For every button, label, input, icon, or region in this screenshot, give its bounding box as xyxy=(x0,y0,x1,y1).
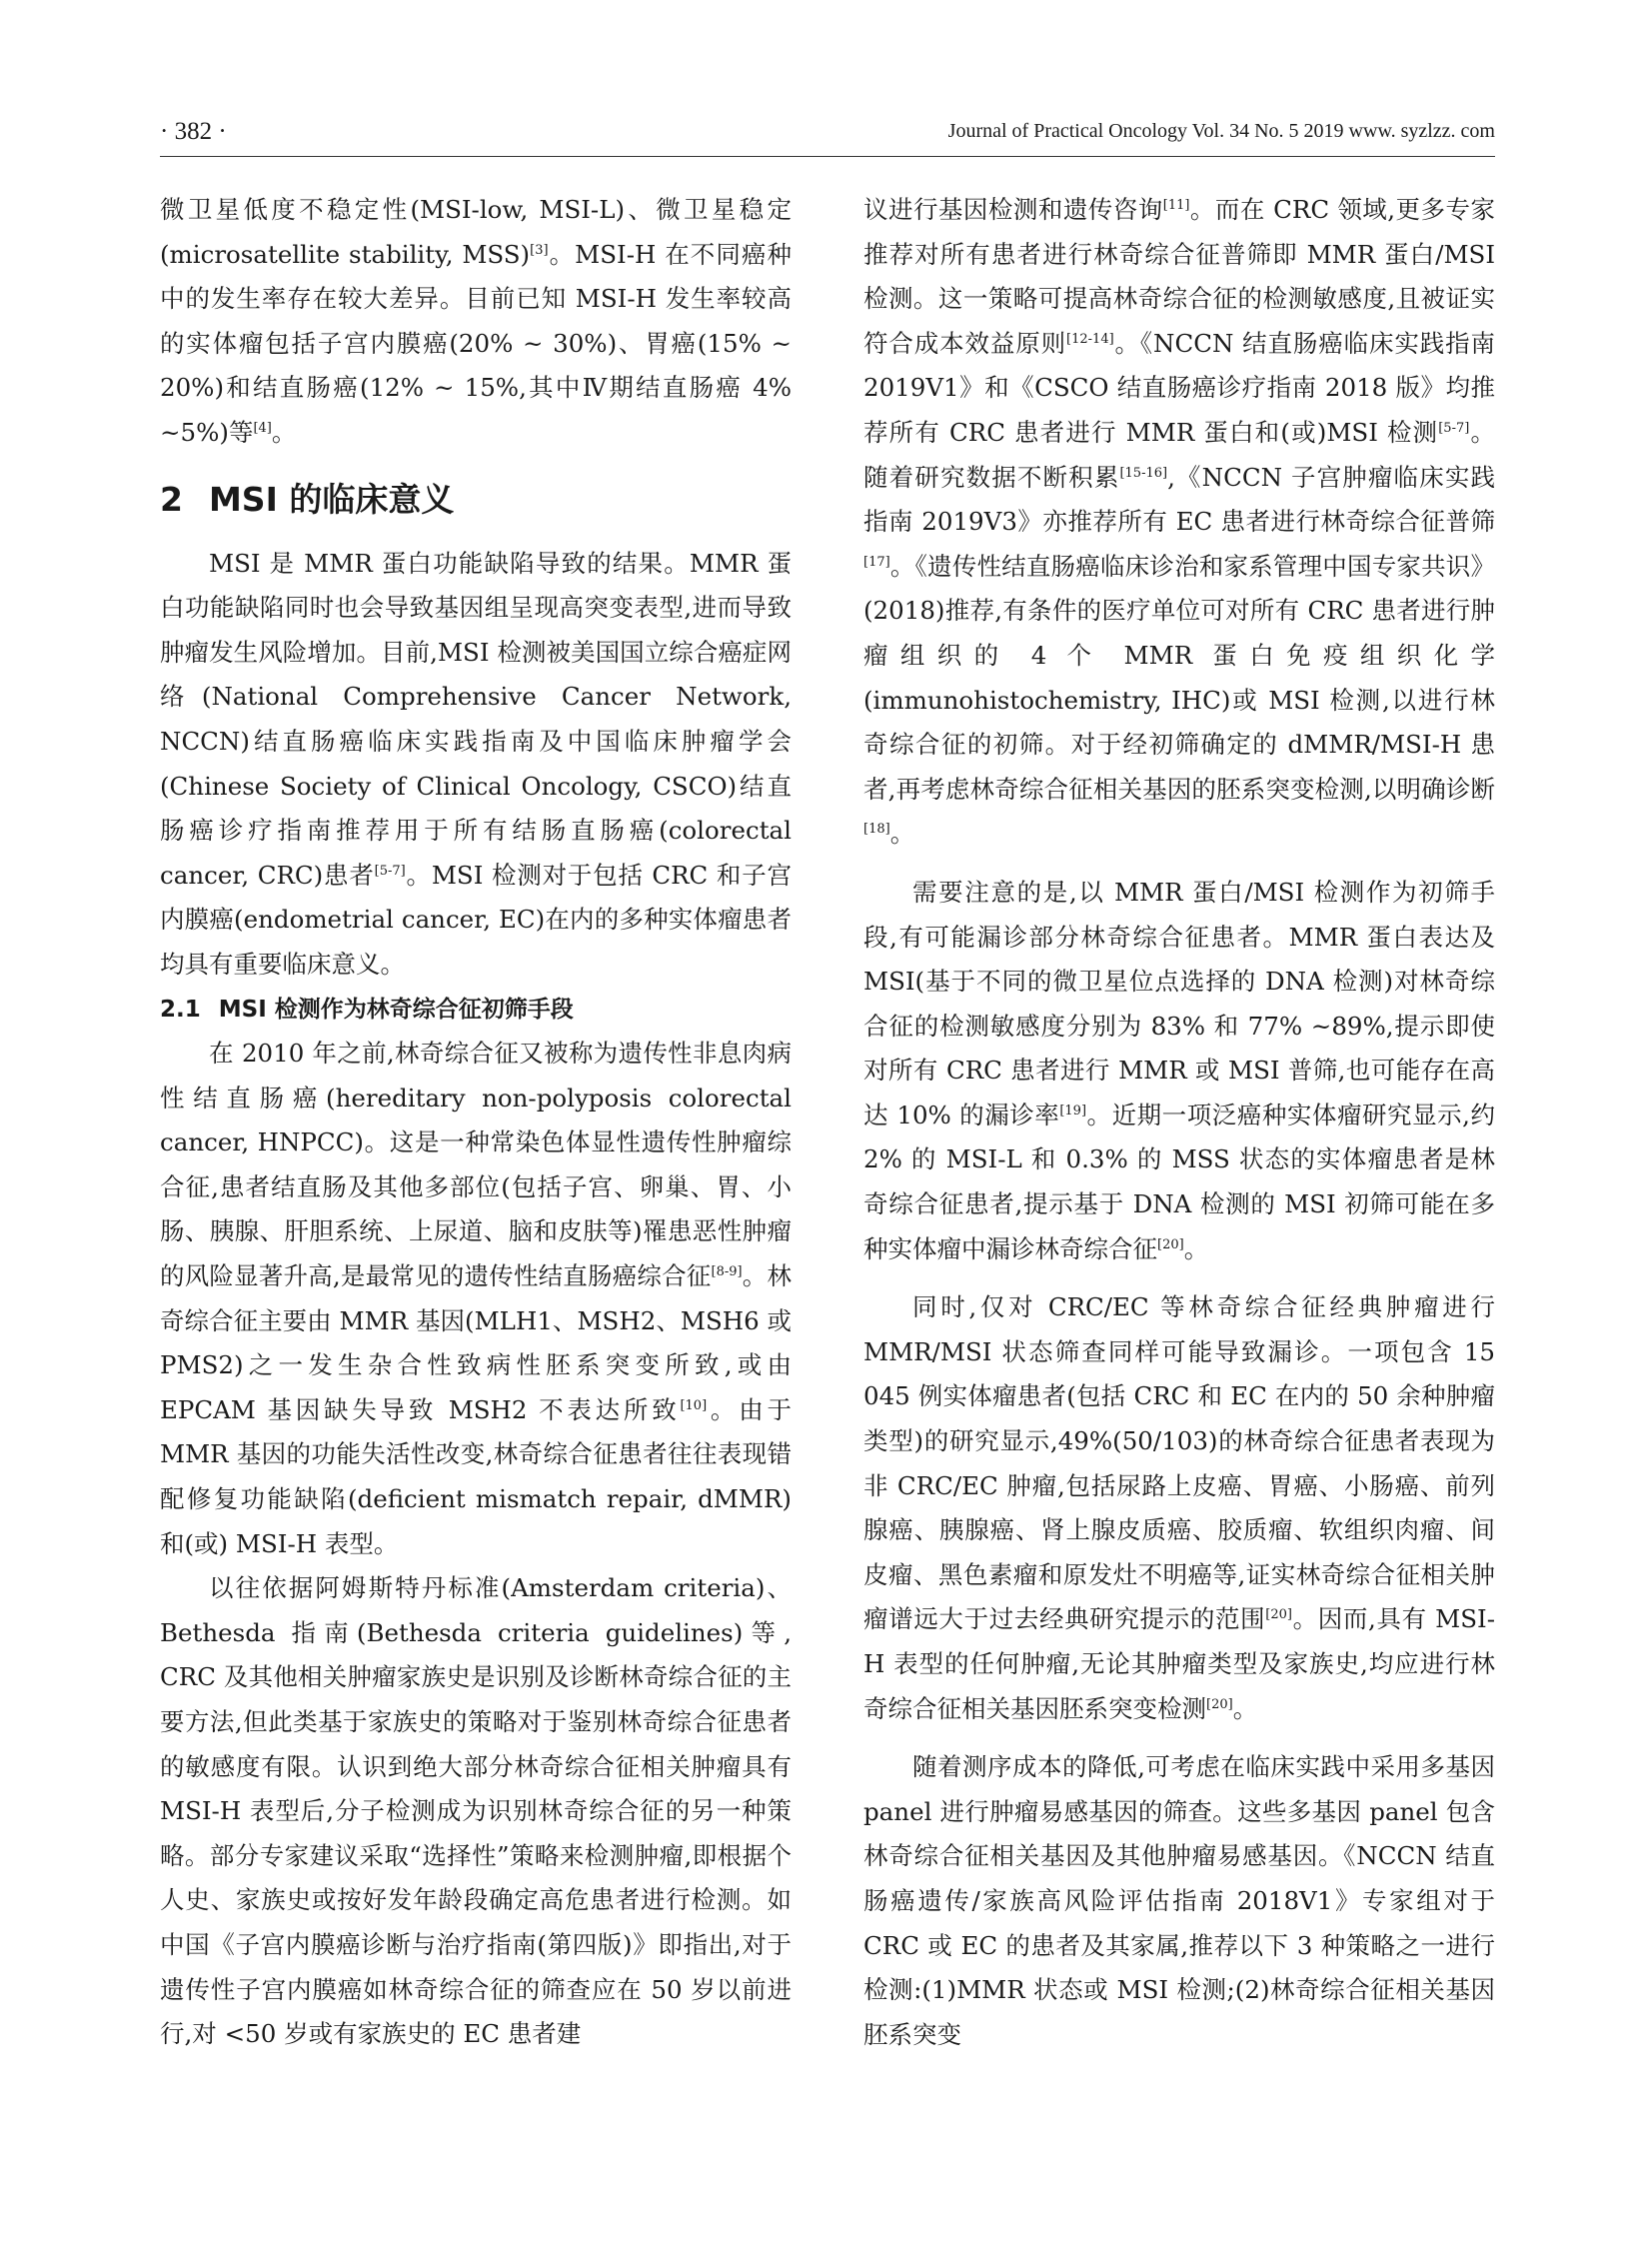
header-rule xyxy=(160,156,1495,157)
paragraph: 需要注意的是,以 MMR 蛋白/MSI 检测作为初筛手段,有可能漏诊部分林奇综合征患者。MMR 蛋白表达及 MSI(基于不同的微卫星位点选择的 DNA 检测)对林奇综合征的检测敏感度分别为 83% 和 77% ~89%,提示即使对所有 CRC 患者进行 MMR 或 MSI 普筛,也可能存在高达 10% 的漏诊率[19]。近期一项泛癌种实体瘤研究显示,约 2% 的 MSI-L 和 0.3% 的 MSS 状态的实体瘤患者是林奇综合征患者,提示基于 DNA 检测的 MSI 初筛可能在多种实体瘤中漏诊林奇综合征[20]。 xyxy=(863,877,1495,1263)
paragraph: 同时,仅对 CRC/EC 等林奇综合征经典肿瘤进行 MMR/MSI 状态筛查同样可能导致漏诊。一项包含 15 045 例实体瘤患者(包括 CRC 和 EC 在内的 50 余种肿瘤类型)的研究显示,49%(50/103)的林奇综合征患者表现为非 CRC/EC 肿瘤,包括尿路上皮癌、胃癌、小肠癌、前列腺癌、胰腺癌、肾上腺皮质癌、胶质瘤、软组织肉瘤、间皮瘤、黑色素瘤和原发灶不明癌等,证实林奇综合征相关肿瘤谱远大于过去经典研究提示的范围[20]。因而,具有 MSI-H 表型的任何肿瘤,无论其肿瘤类型及家族史,均应进行林奇综合征相关基因胚系突变检测[20]。 xyxy=(863,1292,1495,1723)
running-head: Journal of Practical Oncology Vol. 34 No. 5 2019 www. syzlzz. com xyxy=(947,120,1495,142)
section-heading: 2 MSI 的临床意义 xyxy=(160,479,455,519)
citation[interactable]: [3] xyxy=(530,242,549,258)
citation[interactable]: [20] xyxy=(1157,1236,1184,1252)
citation[interactable]: [4] xyxy=(253,420,272,436)
paragraph: 微卫星低度不稳定性(MSI-low, MSI-L)、微卫星稳定(microsatellite stability, MSS)[3]。MSI-H 在不同癌种中的发生率存在较大差异。目前已知 MSI-H 发生率较高的实体瘤包括子宫内膜癌(20% ~ 30%)、胃癌(15% ~ 20%)和结直肠癌(12% ~ 15%,其中Ⅳ期结直肠癌 4% ~5%)等[4]。 xyxy=(160,195,792,447)
page-number: · 382 · xyxy=(160,118,227,145)
paragraph: 议进行基因检测和遗传咨询[11]。而在 CRC 领域,更多专家推荐对所有患者进行林奇综合征普筛即 MMR 蛋白/MSI 检测。这一策略可提高林奇综合征的检测敏感度,且被证实符合成本效益原则[12-14]。《NCCN 结直肠癌临床实践指南 2019V1》和《CSCO 结直肠癌诊疗指南 2018 版》均推荐所有 CRC 患者进行 MMR 蛋白和(或)MSI 检测[5-7]。随着研究数据不断积累[15-16],《NCCN 子宫肿瘤临床实践指南 2019V3》亦推荐所有 EC 患者进行林奇综合征普筛[17]。《遗传性结直肠癌临床诊治和家系管理中国专家共识》(2018)推荐,有条件的医疗单位可对所有 CRC 患者进行肿瘤组织的 4 个 MMR 蛋白免疫组织化学(immunohistochemistry, IHC)或 MSI 检测,以进行林奇综合征的初筛。对于经初筛确定的 dMMR/MSI-H 患者,再考虑林奇综合征相关基因的胚系突变检测,以明确诊断[18]。 xyxy=(863,195,1495,849)
citation[interactable]: [19] xyxy=(1059,1103,1087,1119)
page-header xyxy=(160,118,1495,158)
citation[interactable]: [5-7] xyxy=(1438,420,1470,436)
citation[interactable]: [18] xyxy=(863,822,890,838)
right-column xyxy=(863,188,1495,2177)
paragraph: MSI 是 MMR 蛋白功能缺陷导致的结果。MMR 蛋白功能缺陷同时也会导致基因组呈现高突变表型,进而导致肿瘤发生风险增加。目前,MSI 检测被美国国立综合癌症网络(National Comprehensive Cancer Network, NCCN)结直肠癌临床实践指南及中国临床肿瘤学会(Chinese Society of Clinical Oncology, CSCO)结直肠癌诊疗指南推荐用于所有结肠直肠癌(colorectal cancer, CRC)患者[5-7]。MSI 检测对于包括 CRC 和子宫内膜癌(endometrial cancer, EC)在内的多种实体瘤患者均具有重要临床意义。 xyxy=(160,548,792,979)
citation[interactable]: [5-7] xyxy=(374,863,406,879)
citation[interactable]: [20] xyxy=(1265,1607,1292,1623)
citation[interactable]: [10] xyxy=(680,1397,708,1413)
citation[interactable]: [8-9] xyxy=(711,1264,743,1280)
citation[interactable]: [15-16] xyxy=(1119,465,1168,481)
left-column xyxy=(160,188,792,2177)
paragraph: 在 2010 年之前,林奇综合征又被称为遗传性非息肉病性结直肠癌(hereditary non-polyposis colorectal cancer, HNPCC)。这是一种常染色体显性遗传性肿瘤综合征,患者结直肠及其他多部位(包括子宫、卵巢、胃、小肠、胰腺、肝胆系统、上尿道、脑和皮肤等)罹患恶性肿瘤的风险显著升高,是最常见的遗传性结直肠癌综合征[8-9]。林奇综合征主要由 MMR 基因(MLH1、MSH2、MSH6 或 PMS2)之一发生杂合性致病性胚系突变所致,或由 EPCAM 基因缺失导致 MSH2 不表达所致[10]。由于 MMR 基因的功能失活性改变,林奇综合征患者往往表现错配修复功能缺陷(deficient mismatch repair, dMMR)和(或) MSI-H 表型。 xyxy=(160,1039,792,1558)
subsection-heading: 2.1 MSI 检测作为林奇综合征初筛手段 xyxy=(160,996,574,1023)
paragraph: 随着测序成本的降低,可考虑在临床实践中采用多基因 panel 进行肿瘤易感基因的筛查。这些多基因 panel 包含林奇综合征相关基因及其他肿瘤易感基因。《NCCN 结直肠癌遗传/家族高风险评估指南 2018V1》专家组对于 CRC 或 EC 的患者及其家属,推荐以下 3 种策略之一进行检测:(1)MMR 状态或 MSI 检测;(2)林奇综合征相关基因胚系突变 xyxy=(863,1752,1495,2049)
citation[interactable]: [17] xyxy=(863,554,890,570)
paragraph: 以往依据阿姆斯特丹标准(Amsterdam criteria)、Bethesda 指南(Bethesda criteria guidelines)等, CRC 及其他相关肿瘤家族史是识别及诊断林奇综合征的主要方法,但此类基于家族史的策略对于鉴别林奇综合征患者的敏感度有限。认识到绝大部分林奇综合征相关肿瘤具有 MSI-H 表型后,分子检测成为识别林奇综合征的另一种策略。部分专家建议采取“选择性”策略来检测肿瘤,即根据个人史、家族史或按好发年龄段确定高危患者进行检测。如中国《子宫内膜癌诊断与治疗指南(第四版)》即指出,对于遗传性子宫内膜癌如林奇综合征的筛查应在 50 岁以前进行,对 <50 岁或有家族史的 EC 患者建 xyxy=(160,1573,792,2049)
citation[interactable]: [12-14] xyxy=(1066,331,1114,347)
citation[interactable]: [20] xyxy=(1206,1696,1233,1712)
citation[interactable]: [11] xyxy=(1162,198,1190,213)
